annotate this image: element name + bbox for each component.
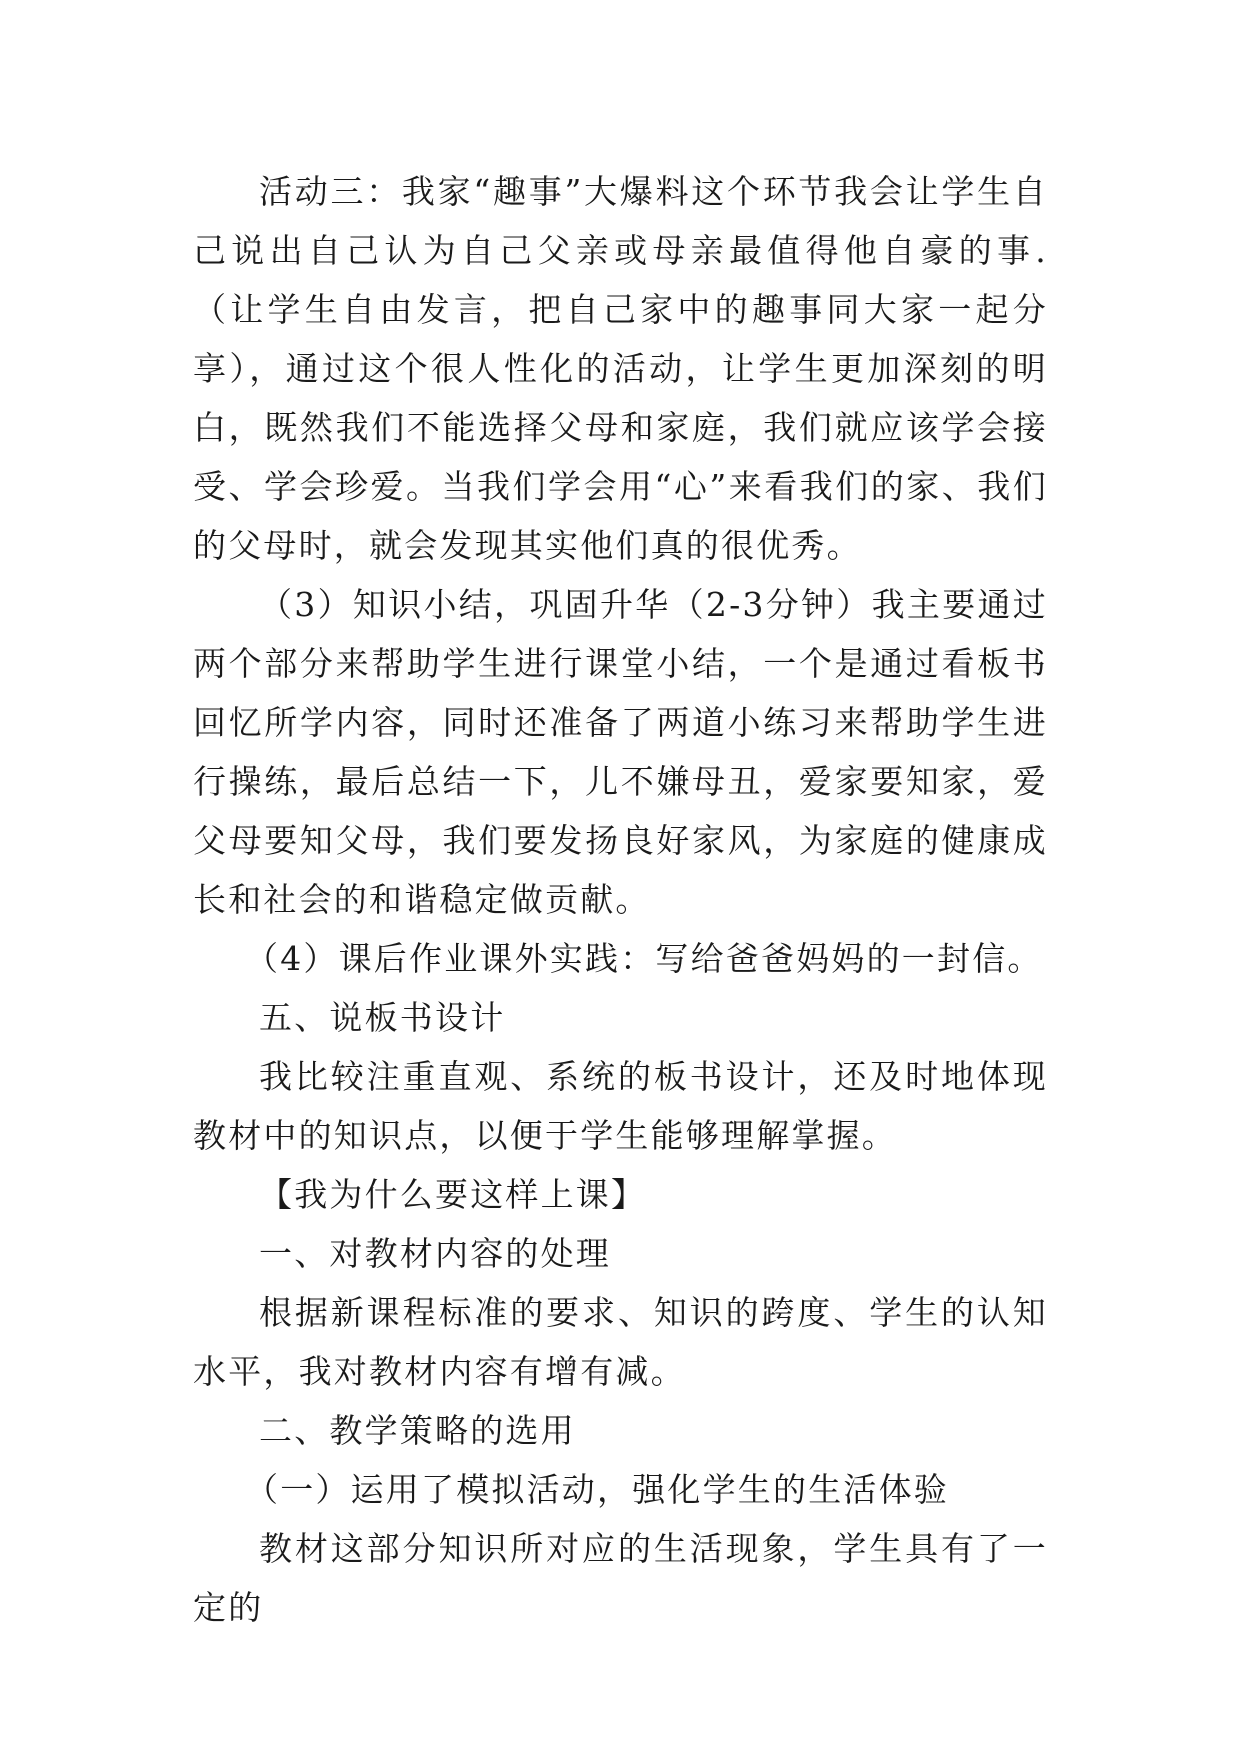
heading-board-design: 五、说板书设计 bbox=[259, 998, 506, 1037]
heading-material-handling: 一、对教材内容的处理 bbox=[259, 1234, 611, 1273]
paragraph-board-design: 我比较注重直观、系统的板书设计，还及时地体现教材中的知识点，以便于学生能够理解掌握。 bbox=[193, 1057, 1048, 1155]
heading-why-teach: 【我为什么要这样上课】 bbox=[259, 1175, 647, 1214]
paragraph-knowledge-summary: （3）知识小结，巩固升华（2-3分钟）我主要通过两个部分来帮助学生进行课堂小结，一个是通过看板书回忆所学内容，同时还准备了两道小练习来帮助学生进行操练，最后总结一下，儿不嫌母丑，爱家要知家，爱父母要知父母，我们要发扬良好家风，为家庭的健康成长和社会的和谐稳定做贡献。 bbox=[193, 585, 1048, 919]
heading-simulation-activity: （一）运用了模拟活动，强化学生的生活体验 bbox=[245, 1470, 949, 1509]
paragraph-material-handling: 根据新课程标准的要求、知识的跨度、学生的认知水平，我对教材内容有增有减。 bbox=[193, 1293, 1048, 1391]
paragraph-life-phenomena: 教材这部分知识所对应的生活现象，学生具有了一定的 bbox=[193, 1529, 1048, 1627]
document-body bbox=[193, 162, 1048, 1637]
paragraph-homework: （4）课后作业课外实践：写给爸爸妈妈的一封信。 bbox=[245, 939, 1043, 978]
heading-teaching-strategy: 二、教学策略的选用 bbox=[259, 1411, 576, 1450]
paragraph-activity-three: 活动三：我家“趣事”大爆料这个环节我会让学生自己说出自己认为自己父亲或母亲最值得他自豪的事.（让学生自由发言，把自己家中的趣事同大家一起分享），通过这个很人性化的活动，让学生更加深刻的明白，既然我们不能选择父母和家庭，我们就应该学会接受、学会珍爱。当我们学会用“心”来看我们的家、我们的父母时，就会发现其实他们真的很优秀。 bbox=[193, 172, 1048, 565]
